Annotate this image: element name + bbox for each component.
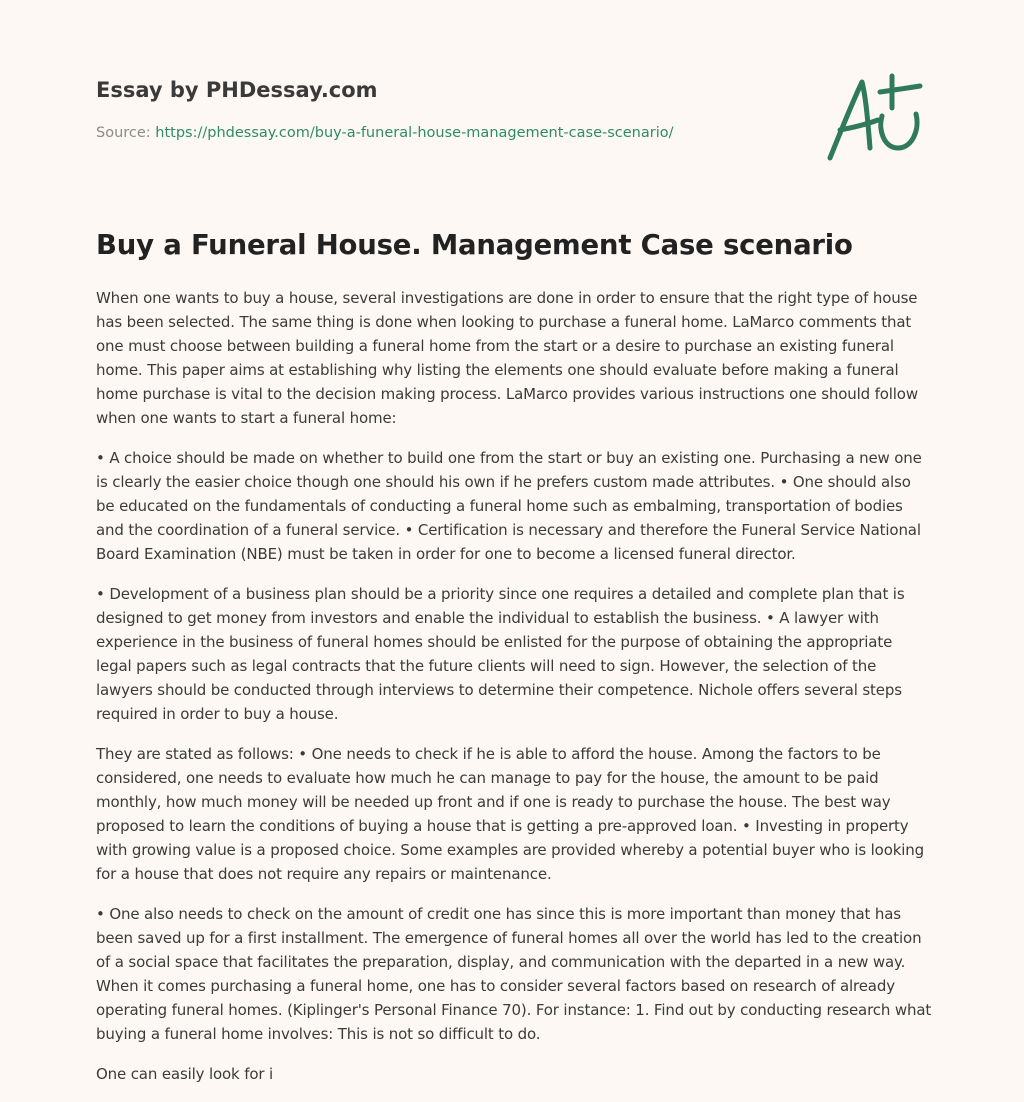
- source-label: Source:: [96, 125, 151, 141]
- logo-text: A+: [820, 53, 845, 72]
- paragraph: • Development of a business plan should be a priority since one requires a detailed and complete plan that is designed to get money from investors and enable the individual to establish the business. • A lawyer with experience in the business of funeral homes should be enlisted for the purpose of obtaining the appropriate legal papers such as legal contracts that the future clients will need to sign. However, the selection of the lawyers should be conducted through interviews to determine their competence. Nichole offers several steps required in order to buy a house.: [96, 585, 905, 723]
- paragraph: One can easily look for i: [96, 1065, 274, 1083]
- site-title: Essay by PHDessay.com: [96, 78, 378, 102]
- source-line: [96, 123, 796, 143]
- paragraph: • A choice should be made on whether to build one from the start or buy an existing one. Purchasing a new one is clearly the easier choice though one should his own if he prefers custom made attributes. • One should also be educated on the fundamentals of conducting a funeral home such as embalming, transportation of bodies and the coordination of a funeral service. • Certification is necessary and therefore the Funeral Service National Board Examination (NBE) must be taken in order for one to become a licensed funeral director.: [96, 449, 922, 563]
- a-plus-logo-icon: [820, 53, 930, 164]
- source-link[interactable]: https://phdessay.com/buy-a-funeral-house-management-case-scenario/: [155, 125, 674, 141]
- article-body: [96, 286, 932, 1102]
- a-plus-logo: [820, 53, 930, 164]
- article-title: Buy a Funeral House. Management Case scenario: [96, 229, 853, 261]
- page-header: [96, 76, 796, 143]
- paragraph: They are stated as follows: • One needs to check if he is able to afford the house. Among the factors to be considered, one needs to evaluate how much he can manage to pay for the house, the amount to be paid monthly, how much money will be needed up front and if one is ready to purchase the house. The best way proposed to learn the conditions of buying a house that is getting a pre-approved loan. • Investing in property with growing value is a proposed choice. Some examples are provided whereby a potential buyer who is looking for a house that does not require any repairs or maintenance.: [96, 745, 925, 883]
- paragraph: • One also needs to check on the amount of credit one has since this is more important than money that has been saved up for a first installment. The emergence of funeral homes all over the world has led to the creation of a social space that facilitates the preparation, display, and communication with the departed in a new way. When it comes purchasing a funeral home, one has to consider several factors based on research of already operating funeral homes. (Kiplinger's Personal Finance 70). For instance: 1. Find out by conducting research what buying a funeral home involves: This is not so difficult to do.: [96, 905, 932, 1043]
- paragraph: When one wants to buy a house, several investigations are done in order to ensure that the right type of house has been selected. The same thing is done when looking to purchase a funeral home. LaMarco comments that one must choose between building a funeral home from the start or a desire to purchase an existing funeral home. This paper aims at establishing why listing the elements one should evaluate before making a funeral home purchase is vital to the decision making process. LaMarco provides various instructions one should follow when one wants to start a funeral home:: [96, 289, 918, 427]
